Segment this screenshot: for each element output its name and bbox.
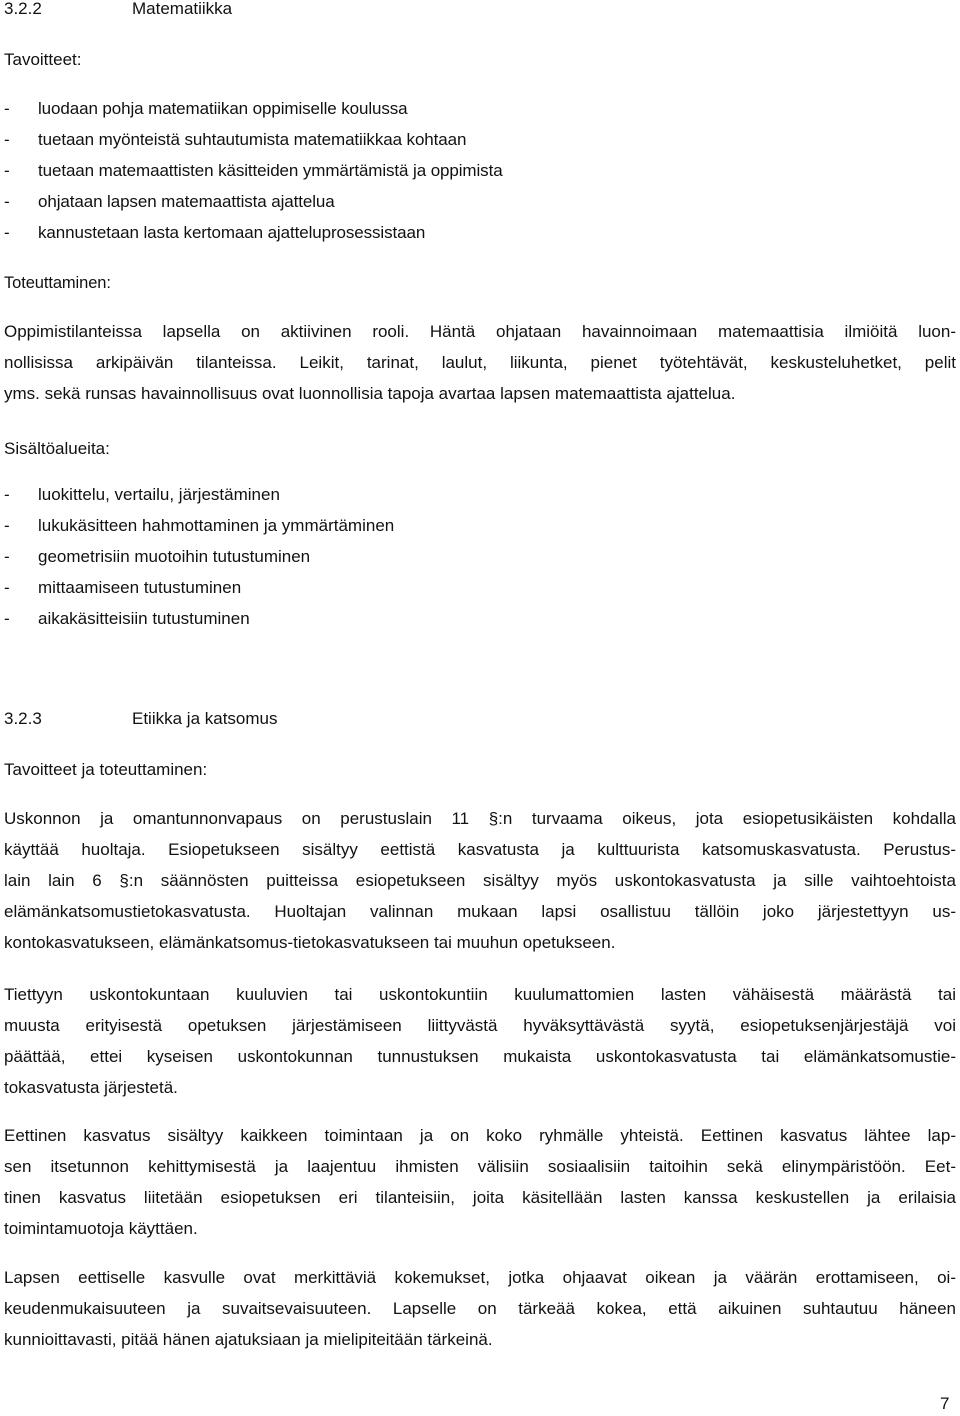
list-item: - luodaan pohja matematiikan oppimiselle koulussa: [4, 99, 408, 118]
goals-list: [4, 97, 956, 245]
list-item: - lukukäsitteen hahmottaminen ja ymmärtäminen: [4, 516, 395, 535]
section-number: 3.2.2: [4, 0, 42, 18]
list-item: - aikakäsitteisiin tutustuminen: [4, 609, 250, 628]
content-areas-list: [4, 483, 956, 631]
list-item: - tuetaan myönteistä suhtautumista matematiikkaa kohtaan: [4, 130, 467, 149]
implementation-paragraph: Oppimistilanteissa lapsella on aktiivinen rooli. Häntä ohjataan havainnoimaan matemaattisia ilmiöitä luon- nollisissa arkipäivän tilanteissa. Leikit, tarinat, laulut, liikunta, pienet työtehtävät, keskusteluhetket, pelit yms. sekä runsas havainnollisuus ovat luonnollisia tapoja avartaa lapsen matemaattista ajattelua.: [4, 322, 956, 403]
paragraph: Lapsen eettiselle kasvulle ovat merkittäviä kokemukset, jotka ohjaavat oikean ja väärän erottamiseen, oi- keudenmukaisuuteen ja suvaitsevaisuuteen. Lapselle on tärkeää kokea, että aikuinen suhtautuu häneen kunnioittavasti, pitää hänen ajatuksiaan ja mielipiteitään tärkeinä.: [4, 1268, 956, 1349]
list-item: - kannustetaan lasta kertomaan ajatteluprosessistaan: [4, 223, 426, 242]
list-item: - ohjataan lapsen matemaattista ajattelua: [4, 192, 335, 211]
list-item: - tuetaan matemaattisten käsitteiden ymmärtämistä ja oppimista: [4, 161, 503, 180]
implementation-label: Toteuttaminen:: [4, 274, 111, 292]
paragraph: Tiettyyn uskontokuntaan kuuluvien tai uskontokuntiin kuulumattomien lasten vähäisestä määrästä tai muusta erityisestä opetuksen järjestämiseen liittyvästä hyväksyttävästä syytä, esiopetuksenjärjestäjä voi päättää, ettei kyseisen uskontokunnan tunnustuksen mukaista uskontokasvatusta tai elämänkatsomustie- tokasvatusta järjestetä.: [4, 985, 956, 1097]
section-number: 3.2.3: [4, 709, 42, 728]
paragraph: Eettinen kasvatus sisältyy kaikkeen toimintaan ja on koko ryhmälle yhteistä. Eettinen kasvatus lähtee lap- sen itsetunnon kehittymisestä ja laajentuu ihmisten välisiin sosiaalisiin taitoihin sekä elinympäristöön. Eet- tinen kasvatus liitetään esiopetuksen eri tilanteisiin, joita käsitellään lasten kanssa keskustellen ja erilaisia toimintamuotoja käyttäen.: [4, 1126, 956, 1238]
section-title: Matematiikka: [132, 0, 233, 18]
list-item: - mittaamiseen tutustuminen: [4, 578, 242, 597]
section-heading-3-2-3: [4, 707, 956, 731]
goals-implementation-label: Tavoitteet ja toteuttaminen:: [4, 760, 208, 779]
content-areas-label: Sisältöalueita:: [4, 439, 110, 458]
list-item: - geometrisiin muotoihin tutustuminen: [4, 547, 311, 566]
page-number: 7: [940, 1394, 950, 1413]
section-heading-3-2-2: [4, 0, 956, 21]
paragraph: Uskonnon ja omantunnonvapaus on perustuslain 11 §:n turvaama oikeus, jota esiopetusikäisten kohdalla käyttää huoltaja. Esiopetukseen sisältyy eettistä kasvatusta ja kulttuurista katsomuskasvatusta. Perustus- lain lain 6 §:n säännösten puitteissa esiopetukseen sisältyy myös uskontokasvatusta ja sille vaihtoehtoista elämänkatsomustietokasvatusta. Huoltajan valinnan mukaan lapsi osallistuu tällöin joko järjestettyyn us- kontokasvatukseen, elämänkatsomus-tietokasvatukseen tai muuhun opetukseen.: [4, 809, 956, 952]
list-item: - luokittelu, vertailu, järjestäminen: [4, 485, 280, 504]
section-title: Etiikka ja katsomus: [132, 709, 278, 728]
goals-label: Tavoitteet:: [4, 50, 82, 69]
